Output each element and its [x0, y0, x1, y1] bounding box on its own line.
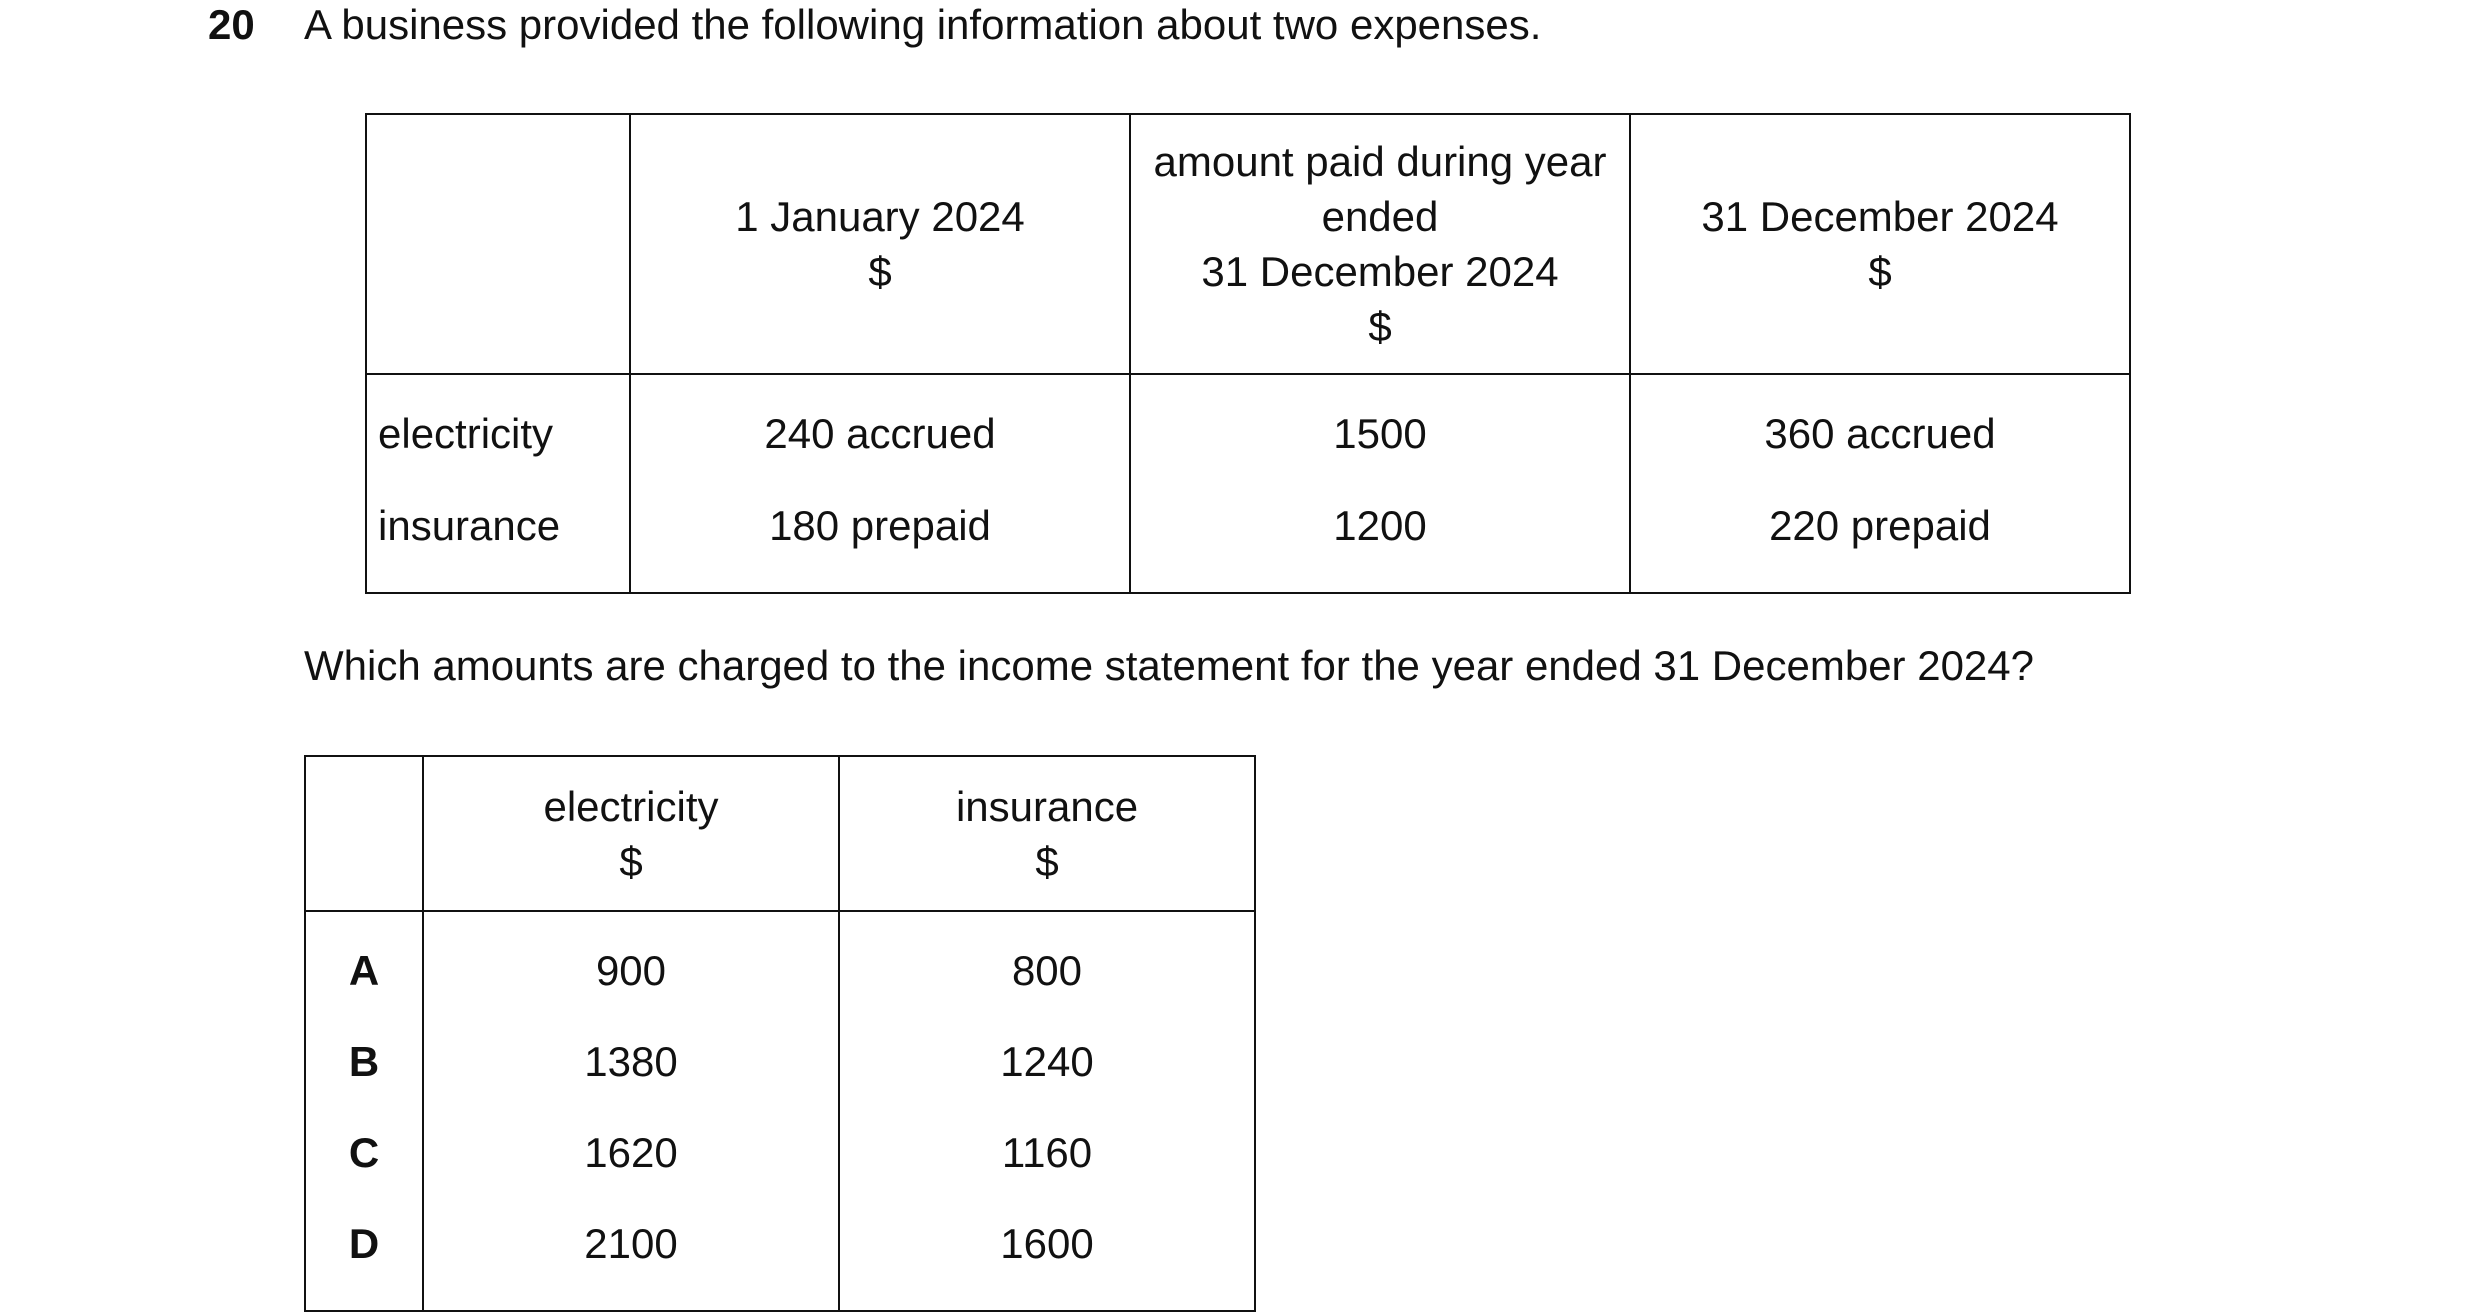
expense-info-table — [365, 113, 2131, 594]
expense-label-electricity: electricity — [378, 410, 554, 457]
expense-label-column — [366, 374, 630, 593]
expense-info-body-row — [366, 374, 2130, 593]
jan-2024-column — [630, 374, 1130, 593]
option-keys-column — [305, 911, 423, 1311]
insurance-paid-value: 1200 — [1333, 502, 1427, 549]
electricity-dec-value: 360 accrued — [1764, 410, 1996, 457]
option-c-insurance: 1160 — [1001, 1129, 1093, 1176]
option-c-electricity: 1620 — [584, 1129, 678, 1176]
amount-paid-column — [1130, 374, 1630, 593]
option-d-insurance: 1600 — [1000, 1220, 1094, 1267]
option-b-insurance: 1240 — [1000, 1038, 1094, 1085]
options-body-row — [305, 911, 1255, 1311]
header-jan-2024: 1 January 2024 $ — [630, 114, 1130, 374]
dec-2024-column — [1630, 374, 2130, 593]
header-dec-2024: 31 December 2024 $ — [1630, 114, 2130, 374]
expense-label-insurance: insurance — [378, 502, 561, 549]
option-key-a[interactable]: A — [348, 947, 380, 994]
option-b-electricity: 1380 — [584, 1038, 678, 1085]
option-a-electricity: 900 — [595, 947, 667, 994]
options-header-row — [305, 756, 1255, 911]
option-key-d[interactable]: D — [348, 1220, 380, 1267]
option-key-b[interactable]: B — [348, 1038, 380, 1085]
option-d-electricity: 2100 — [584, 1220, 678, 1267]
electricity-paid-value: 1500 — [1333, 410, 1427, 457]
option-a-insurance: 800 — [1011, 947, 1083, 994]
option-key-c[interactable]: C — [348, 1129, 380, 1176]
expense-info-header-blank — [366, 114, 630, 374]
question-stem: A business provided the following information about two expenses. — [304, 1, 1542, 48]
electricity-jan-value: 240 accrued — [764, 410, 996, 457]
options-header-blank — [305, 756, 423, 911]
header-amount-paid: amount paid during year ended 31 December 2024 $ — [1130, 114, 1630, 374]
insurance-dec-value: 220 prepaid — [1769, 502, 1991, 549]
options-header-electricity: electricity $ — [423, 756, 839, 911]
question-prompt: Which amounts are charged to the income statement for the year ended 31 December 2024? — [304, 642, 2034, 689]
option-insurance-column — [839, 911, 1255, 1311]
expense-info-header-row — [366, 114, 2130, 374]
insurance-jan-value: 180 prepaid — [769, 502, 991, 549]
options-header-insurance: insurance $ — [839, 756, 1255, 911]
option-electricity-column — [423, 911, 839, 1311]
answer-options-table — [304, 755, 1256, 1312]
question-number: 20 — [208, 1, 255, 48]
